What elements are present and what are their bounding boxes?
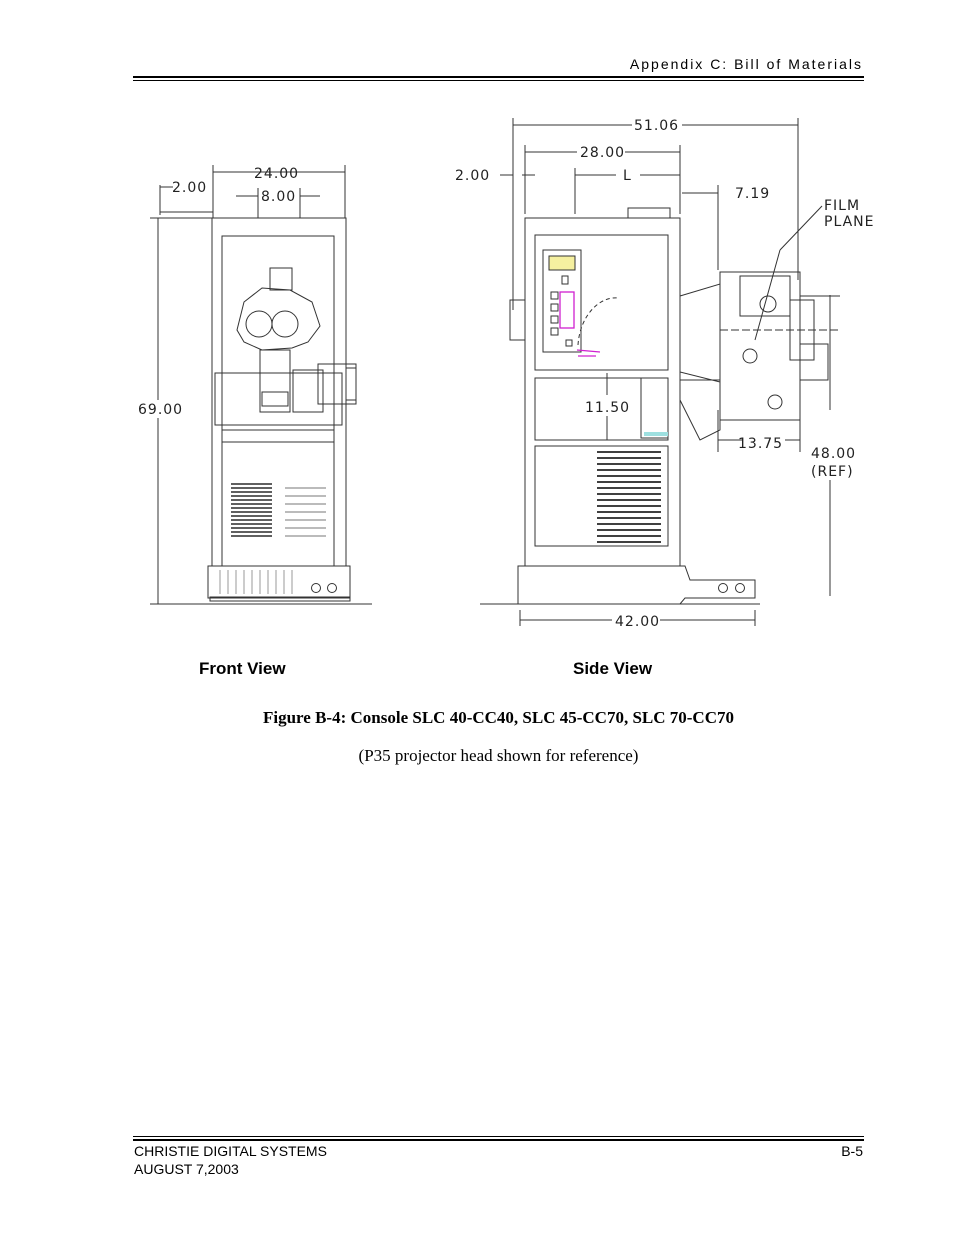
page-header: Appendix C: Bill of Materials [629, 56, 863, 72]
side-a-dim: 28.00 [580, 145, 626, 161]
front-height-dim: 69.00 [138, 402, 184, 418]
figure-caption: Figure B-4: Console SLC 40-CC40, SLC 45-CC70, SLC 70-CC70 [263, 708, 734, 727]
side-ref-dim-2: (REF) [811, 464, 854, 480]
side-view-label: Side View [573, 659, 653, 678]
footer-company: CHRISTIE DIGITAL SYSTEMS [134, 1143, 327, 1159]
front-offset-dim: 2.00 [172, 180, 208, 196]
side-d-dim: 13.75 [738, 436, 784, 452]
side-overall-dim: 51.06 [634, 118, 680, 134]
front-view-label: Front View [199, 659, 286, 678]
footer-rule [133, 1139, 864, 1141]
side-base-dim: 42.00 [615, 614, 661, 630]
footer-page-number: B-5 [841, 1143, 863, 1159]
figure-note: (P35 projector head shown for reference) [358, 746, 639, 765]
front-width-dim: 24.00 [254, 166, 300, 182]
film-plane-label-1: FILM [824, 198, 861, 214]
front-inner-dim: 8.00 [261, 189, 297, 205]
side-ref-dim-1: 48.00 [811, 446, 857, 462]
film-plane-label-2: PLANE [824, 214, 875, 230]
side-b-dim: 7.19 [735, 186, 771, 202]
side-l-dim: L [623, 168, 632, 184]
footer-date: AUGUST 7,2003 [134, 1161, 239, 1177]
side-c-dim: 11.50 [585, 400, 631, 416]
side-offset-dim: 2.00 [455, 168, 491, 184]
footer-rule-thin [133, 1136, 864, 1137]
